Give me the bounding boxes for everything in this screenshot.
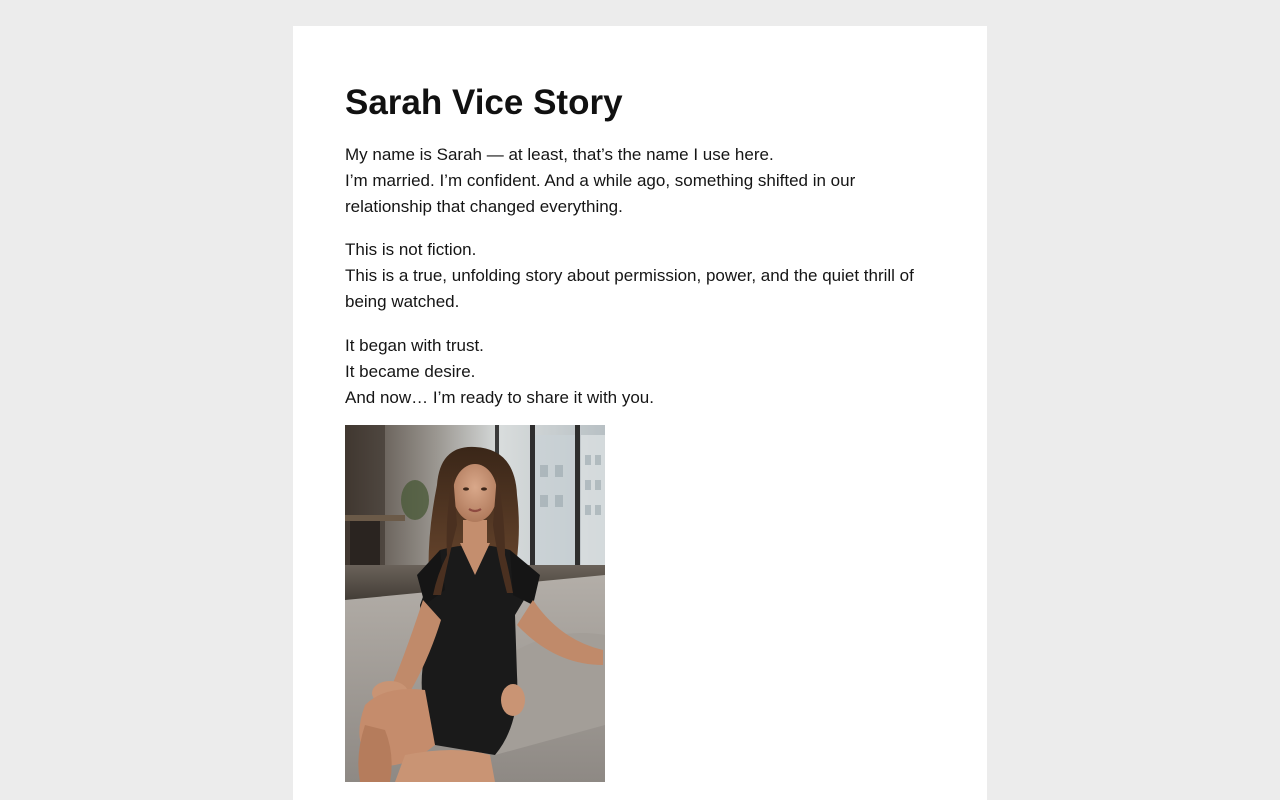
paragraph-line: It began with trust. xyxy=(345,336,484,355)
intro-paragraph xyxy=(345,142,935,220)
article-card xyxy=(293,26,987,800)
story-paragraph xyxy=(345,237,935,315)
paragraph-line: And now… I’m ready to share it with you. xyxy=(345,388,654,407)
paragraph-line: It became desire. xyxy=(345,362,476,381)
paragraph-line: I’m married. I’m confident. And a while ago, something shifted in our relationship that changed everything. xyxy=(345,171,856,216)
closing-paragraph xyxy=(345,333,935,411)
article-content xyxy=(345,82,935,411)
paragraph-line: This is not fiction. xyxy=(345,240,477,259)
page-title: Sarah Vice Story xyxy=(345,83,623,122)
photo-portrait-icon xyxy=(345,425,605,782)
paragraph-line: My name is Sarah — at least, that’s the name I use here. xyxy=(345,145,774,164)
paragraph-line: This is a true, unfolding story about permission, power, and the quiet thrill of being watched. xyxy=(345,266,914,311)
portrait-photo xyxy=(345,425,605,782)
